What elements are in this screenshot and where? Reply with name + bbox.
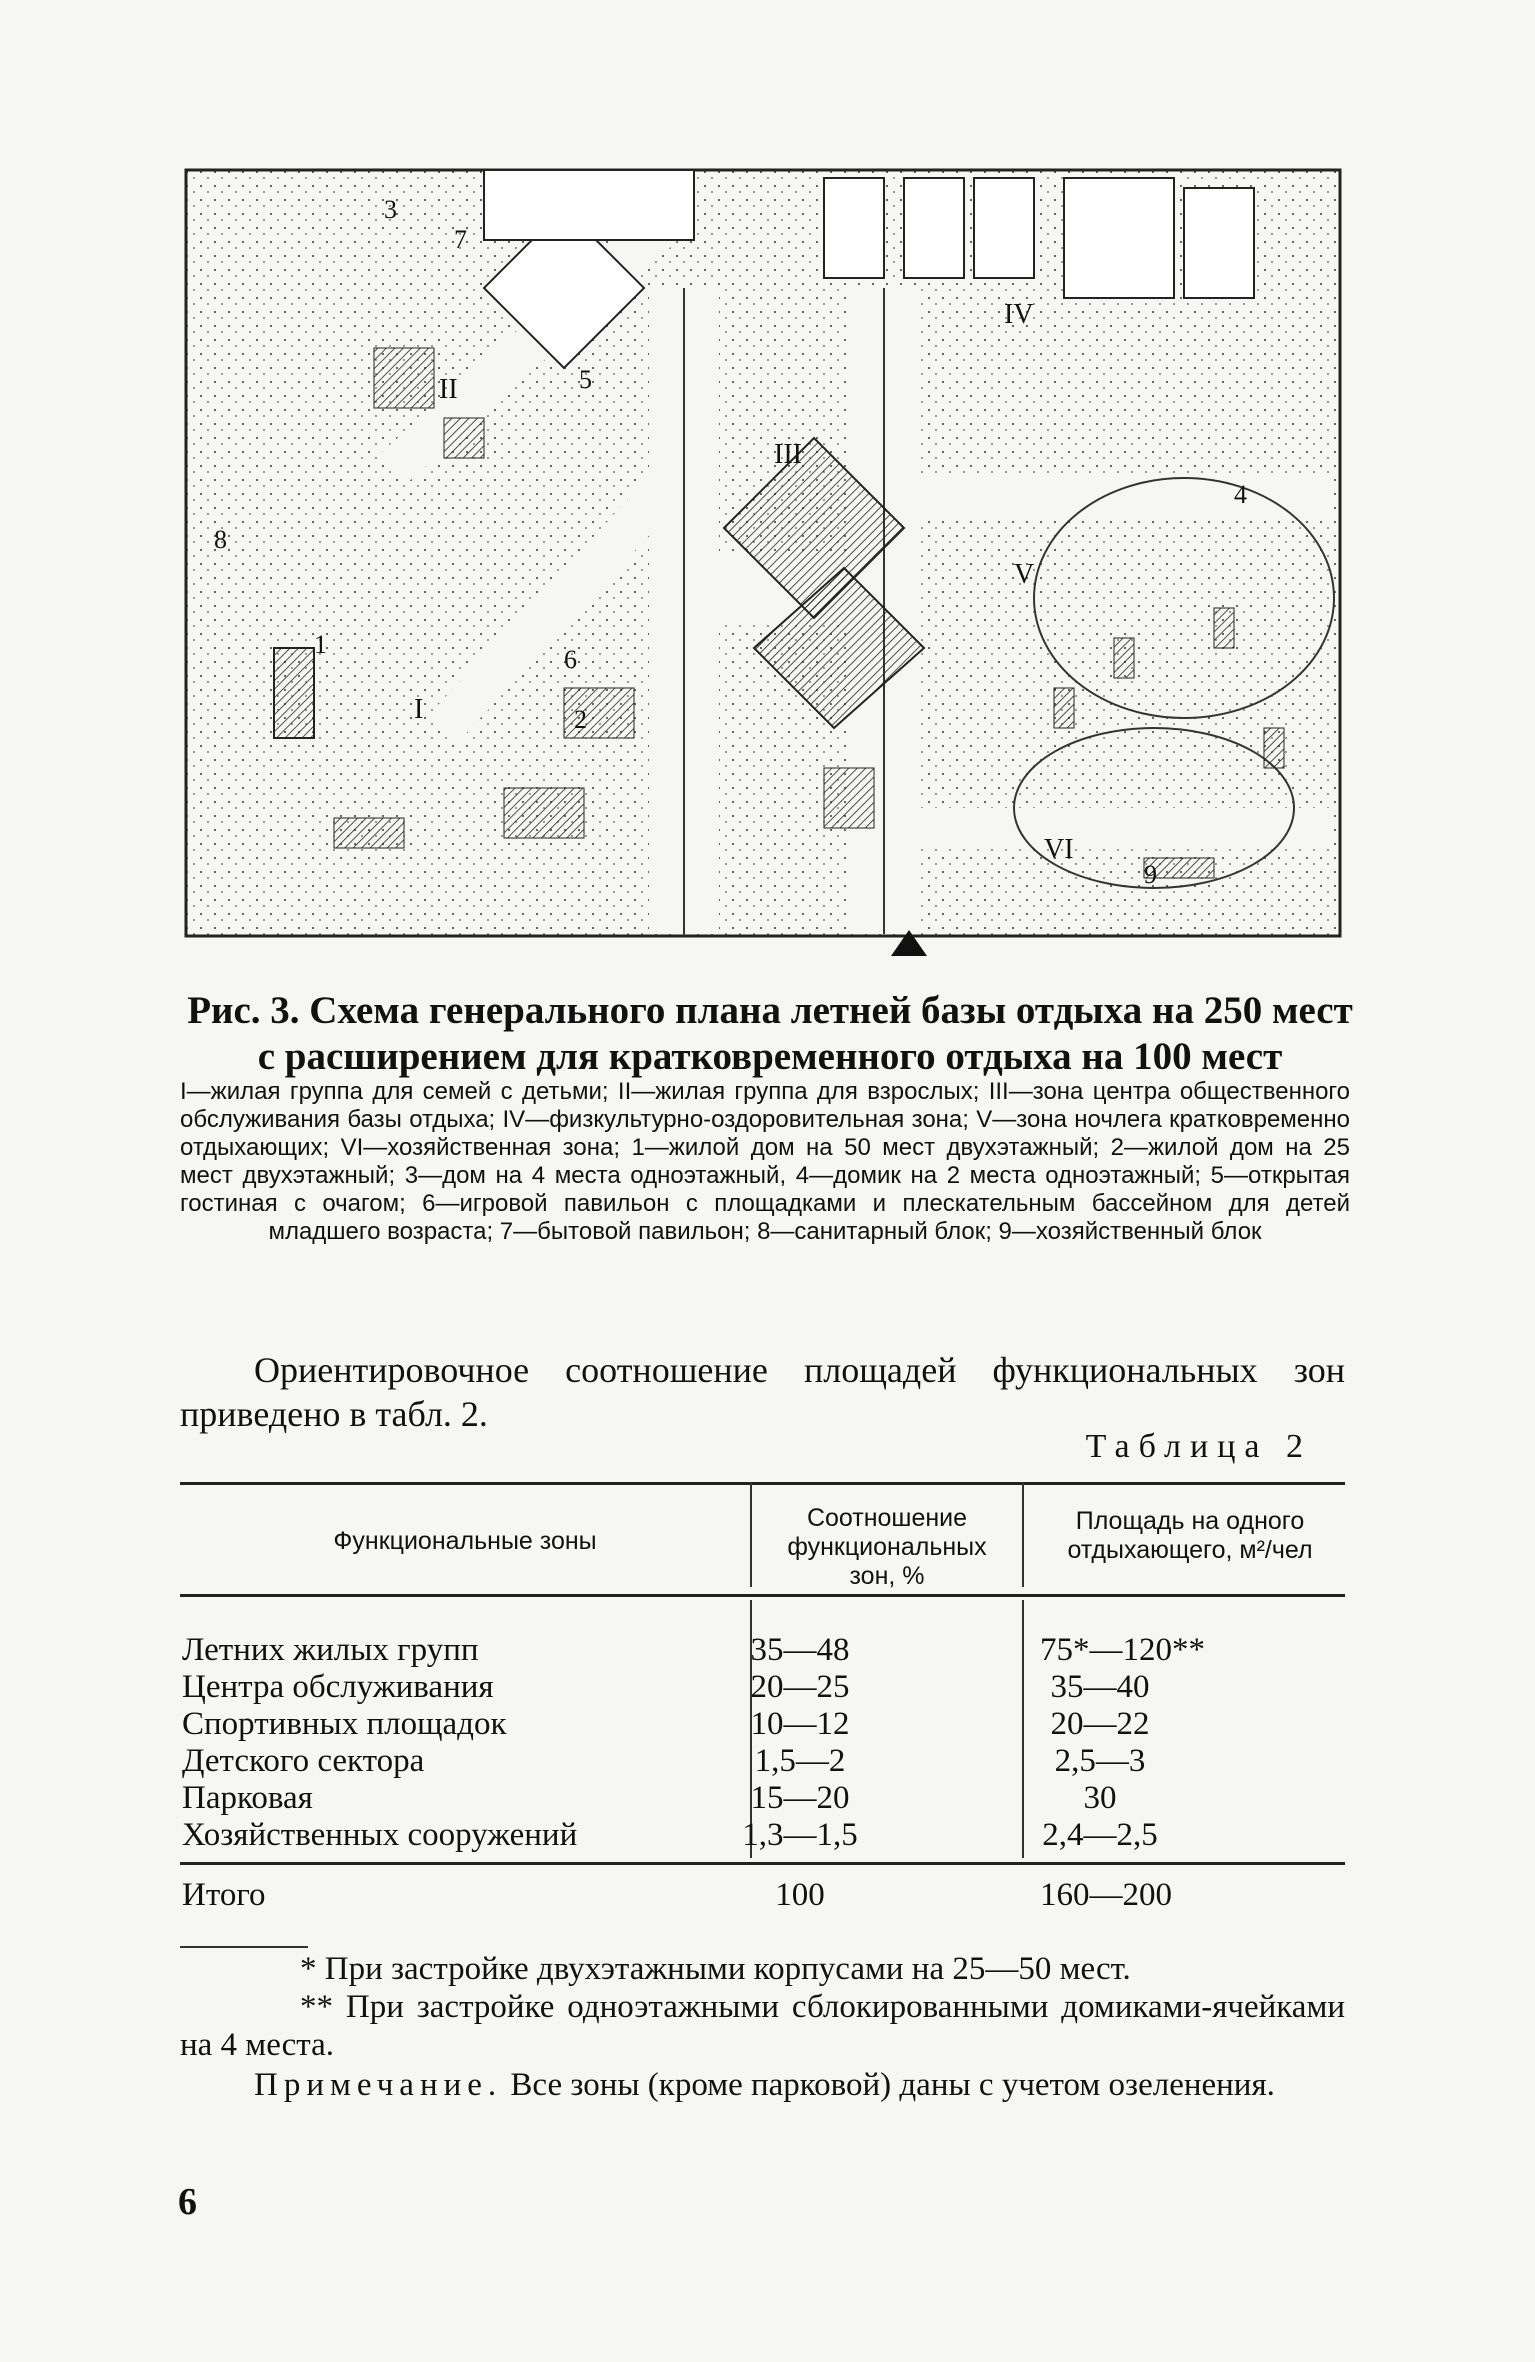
- cell-zone: Детского сектора: [182, 1743, 425, 1779]
- north-arrow-icon: [891, 930, 927, 956]
- table-row: [180, 1632, 1345, 1669]
- cell-zone: Спортивных площадок: [182, 1706, 507, 1742]
- site-plan-drawing: [184, 168, 1342, 968]
- footnotes: [180, 1950, 1345, 2104]
- table-row: [180, 1817, 1345, 1854]
- cell-ratio: 20—25: [750, 1669, 850, 1705]
- table-total-row: [180, 1875, 1345, 1915]
- map-label: 2: [574, 705, 587, 734]
- page-number: 6: [178, 2181, 197, 2223]
- cell-area: 2,4—2,5: [1042, 1817, 1158, 1853]
- cell-ratio: 1,5—2: [754, 1743, 846, 1779]
- cell-zone: Хозяйственных сооружений: [182, 1817, 578, 1853]
- footnote-rule: [180, 1946, 308, 1948]
- map-label: 4: [1234, 480, 1247, 509]
- footnote-1: * При застройке двухэтажными корпусами на 25—50 мест.: [300, 1951, 1131, 1987]
- map-label: 3: [384, 195, 397, 224]
- note-text: Все зоны (кроме парковой) даны с учетом озеленения.: [502, 2067, 1275, 2103]
- table-top-rule: [180, 1482, 1345, 1485]
- cell-ratio: 10—12: [750, 1706, 850, 1742]
- map-label: II: [439, 374, 458, 405]
- total-rule: [180, 1862, 1345, 1865]
- header-divider: [1022, 1482, 1024, 1587]
- cell-area: 20—22: [1050, 1706, 1150, 1742]
- map-label: I: [414, 694, 424, 725]
- header-ratio: Соотношение функциональных зон, %: [787, 1504, 987, 1590]
- cell-zone: Парковая: [182, 1780, 313, 1816]
- header-zones: Функциональные зоны: [333, 1527, 597, 1555]
- map-label: 5: [579, 365, 592, 394]
- cell-area: 75*—120**: [1040, 1632, 1205, 1668]
- header-divider: [750, 1482, 752, 1587]
- note-label: Примечание.: [254, 2067, 503, 2103]
- table-label: Таблица 2: [1085, 1428, 1312, 1465]
- table-body: [180, 1632, 1345, 1854]
- map-label: III: [774, 439, 802, 470]
- figure-legend: I—жилая группа для семей с детьми; II—жилая группа для взрослых; III—зона центра общественного обслуживания базы отдыха; IV—физкультурно-оздоровительная зона; V—зона ночлега кратковременно отдыхающих; VI—хозяйственная зона; 1—жилой дом на 50 мест двухэтажный; 2—жилой дом на 25 мест двухэтажный; 3—дом на 4 места одноэтажный, 4—домик на 2 места одноэтажный; 5—открытая гостиная с очагом; 6—игровой павильон с площадками и плескательным бассейном для детей младшего возраста; 7—бытовой павильон; 8—санитарный блок; 9—хозяйственный блок: [180, 1078, 1350, 1245]
- cell-ratio: 1,3—1,5: [742, 1817, 858, 1853]
- site-plan-figure: [184, 168, 1342, 968]
- map-label: IV: [1004, 299, 1034, 330]
- caption-title-line1: Рис. 3. Схема генерального плана летней базы отдыха на 250 мест: [187, 989, 1353, 1032]
- table-row: [180, 1669, 1345, 1706]
- total-ratio: 100: [775, 1877, 825, 1913]
- map-label: VI: [1044, 834, 1074, 865]
- cell-area: 2,5—3: [1054, 1743, 1146, 1779]
- footnote-2: ** При застройке одноэтажными сблокированными домиками-ячейками на 4 места.: [180, 1989, 1345, 2063]
- header-bottom-rule: [180, 1594, 1345, 1597]
- cell-area: 30: [1083, 1780, 1117, 1816]
- cell-ratio: 35—48: [750, 1632, 850, 1668]
- total-label: Итого: [182, 1877, 266, 1913]
- figure-caption-title: [180, 988, 1360, 1080]
- map-label: 8: [214, 525, 227, 554]
- map-label: V: [1014, 559, 1035, 590]
- zones-table: [180, 1482, 1345, 1920]
- map-label: 9: [1144, 860, 1157, 889]
- cell-area: 35—40: [1050, 1669, 1150, 1705]
- map-label: 1: [314, 630, 327, 659]
- table-row: [180, 1743, 1345, 1780]
- table-row: [180, 1706, 1345, 1743]
- total-area: 160—200: [1040, 1877, 1172, 1913]
- map-label: 7: [454, 225, 467, 254]
- header-area: Площадь на одного отдыхающего, м²/чел: [1067, 1507, 1313, 1564]
- map-label: 6: [564, 645, 577, 674]
- cell-zone: Центра обслуживания: [182, 1669, 494, 1705]
- table-row: [180, 1780, 1345, 1817]
- cell-ratio: 15—20: [750, 1780, 850, 1816]
- cell-zone: Летних жилых групп: [182, 1632, 479, 1668]
- intro-paragraph: Ориентировочное соотношение площадей функциональных зон приведено в табл. 2.: [180, 1350, 1345, 1434]
- note-paragraph: [180, 2066, 1345, 2104]
- caption-title-line2: с расширением для кратковременного отдыха на 100 мест: [257, 1035, 1283, 1078]
